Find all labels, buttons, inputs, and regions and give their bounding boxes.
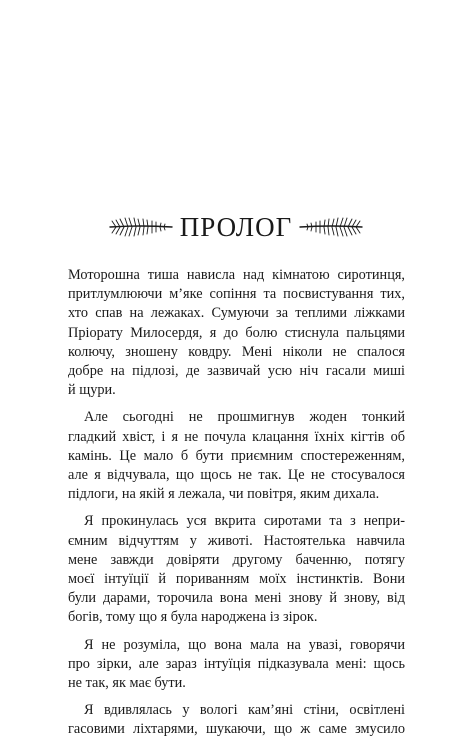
text-line: Але сьогодні не прошмигнув жоден тонкий — [84, 409, 405, 426]
text-line: Я вдивлялась у вологі кам’яні стіни, освітлені — [84, 702, 405, 719]
text-line: притлумлюючи м’яке сопіння та посвистування тих, — [68, 286, 405, 303]
text-line: не так, як має бути. — [68, 675, 186, 692]
text-line: але я відчувала, що щось не так. Це не стосувалося — [68, 467, 405, 484]
text-line: богів, тому що я була народжена із зірок. — [68, 609, 318, 626]
text-line: про зірки, але зараз інтуїція підказувала мені: щось — [68, 655, 405, 672]
paragraph — [68, 636, 405, 694]
text-line: хто спав на лежаках. Сумуючи за теплими ліжками — [68, 305, 405, 322]
text-line: гасовими ліхтарями, шукаючи, що ж саме змусило — [68, 721, 405, 738]
text-line: Пріорату Милосердя, я до болю стиснула пальцями — [68, 324, 405, 341]
text-line: були дарами, торочила вона мені знову й знову, від — [68, 590, 405, 607]
feather-icon — [298, 216, 364, 238]
text-line: мене завжди довіряти другому баченню, потягу — [68, 551, 405, 568]
text-line: Моторошна тиша нависла над кімнатою сиротинця, — [68, 267, 405, 283]
feather-icon — [108, 216, 174, 238]
paragraph — [68, 266, 405, 400]
text-line: підлоги, на якій я лежала, чи повітря, яким дихала. — [68, 486, 380, 503]
text-line: Я не розуміла, що вона мала на увазі, говорячи — [84, 636, 405, 653]
chapter-heading — [0, 210, 472, 244]
chapter-title: ПРОЛОГ — [179, 211, 293, 242]
text-line: камінь. Це мало б бути приємним спостереженням, — [68, 447, 405, 464]
text-line: Я прокинулась уся вкрита сиротами та з непри- — [84, 513, 405, 530]
text-line: гладкий хвіст, і я не почула клацання їхніх кігтів об — [68, 428, 405, 445]
paragraph — [68, 408, 405, 504]
text-line: колючу, зношену ковдру. Мені ніколи не спалося — [68, 343, 405, 360]
paragraph — [68, 512, 405, 627]
text-line: ємним відчуттям у животі. Настоятелька навчила — [68, 532, 405, 549]
text-line: добре на підлозі, де зазвичай усю ніч гасали миші — [68, 363, 405, 380]
text-line: моєї інтуїції й пориванням моїх інстинктів. Вони — [68, 571, 405, 588]
text-line: й щури. — [68, 382, 116, 399]
paragraph — [68, 701, 405, 739]
prologue-text — [68, 266, 405, 748]
